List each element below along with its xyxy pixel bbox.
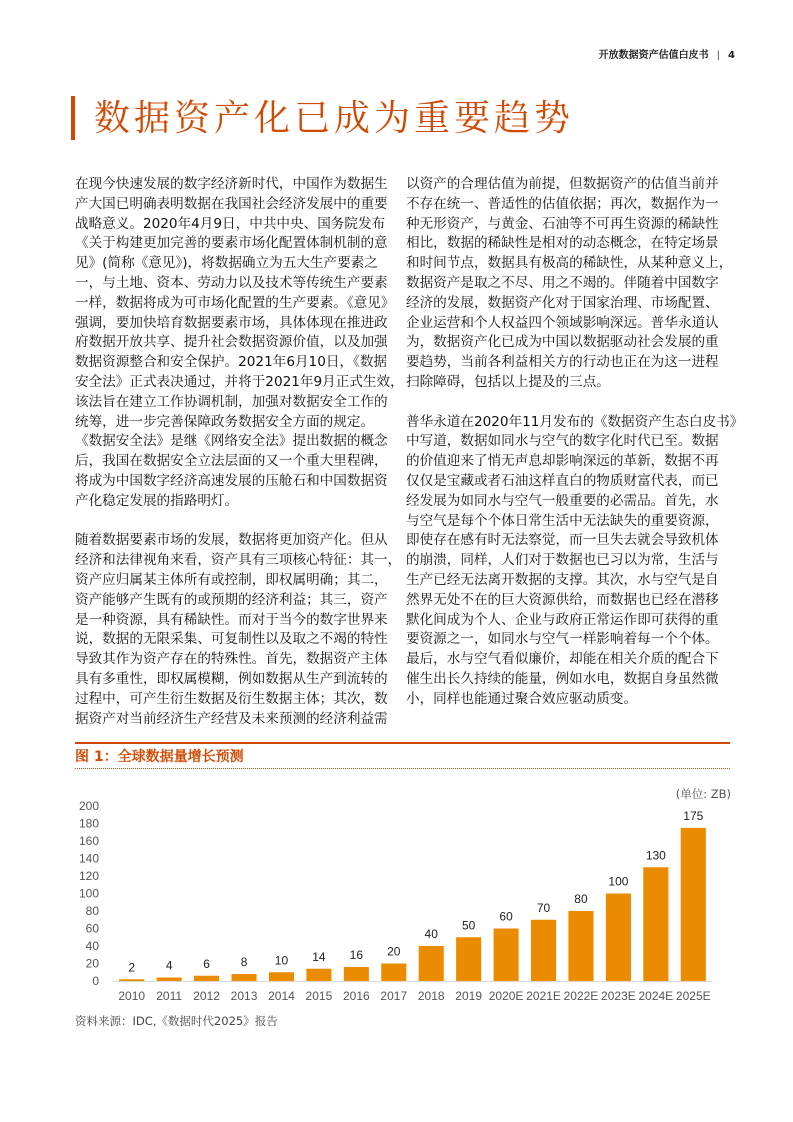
text-line: 不存在统一、普适性的估值依据；再次，数据作为一 (406, 195, 719, 212)
x-tick-label: 2010 (118, 989, 146, 1003)
chart-unit-label: (单位: ZB) (675, 787, 731, 801)
data-label: 80 (574, 892, 588, 906)
bar (606, 894, 631, 982)
text-line: 产大国已明确表明数据在我国社会经济发展中的重要 (75, 195, 388, 212)
text-line: 说，数据的无限采集、可复制性以及取之不竭的特性 (75, 631, 388, 648)
text-line: 小，同样也能通过聚合效应驱动质变。 (406, 690, 638, 707)
left-column (75, 175, 404, 749)
text-line: 一样，数据将成为可市场化配置的生产要素。《意见》 (75, 294, 395, 311)
text-line: 以资产的合理估值为前提，但数据资产的估值当前并 (406, 176, 719, 192)
data-label: 14 (312, 949, 326, 964)
text-line: 生产已经无法离开数据的支撑。其次，水与空气是自 (406, 571, 719, 588)
y-tick-label: 60 (85, 921, 99, 936)
text-line: 是一种资源，具有稀缺性。而对于当今的数字世界来 (75, 611, 388, 628)
paragraph (406, 175, 743, 393)
text-line: 中写道，数据如同水与空气的数字化时代已至。数据 (406, 433, 719, 450)
page-number: 4 (728, 50, 735, 61)
bar (456, 937, 481, 981)
data-label: 60 (499, 909, 513, 924)
bar (119, 979, 144, 981)
text-line: 种无形资产，与黄金、石油等不可再生资源的稀缺性 (406, 215, 719, 232)
x-tick-label: 2021E (526, 989, 561, 1003)
figure-top-rule (75, 742, 730, 744)
text-line: 与空气是每个个体日常生活中无法缺失的重要资源， (406, 512, 719, 529)
data-label: 100 (608, 874, 629, 889)
paragraph (75, 175, 404, 512)
bar (269, 972, 294, 981)
x-tick-label: 2025E (675, 989, 711, 1003)
text-line: 在现今快速发展的数字经济新时代，中国作为数据生 (75, 176, 388, 192)
text-line: 的价值迎来了悄无声息却影响深远的革新，数据不再 (406, 453, 719, 470)
text-line: 统筹，进一步完善保障政务数据安全方面的规定。 (75, 413, 375, 430)
bar (494, 929, 519, 982)
y-tick-label: 100 (78, 886, 99, 901)
text-line: 要趋势，当前各利益相关方的行动也正在为这一进程 (406, 354, 719, 371)
bar (568, 911, 593, 981)
text-line: 战略意义。2020年4月9日，中共中央、国务院发布 (75, 215, 386, 232)
bar (194, 976, 219, 981)
text-line: 具有多重性，即权属模糊，例如数据从生产到流转的 (75, 670, 388, 687)
x-tick-label: 2020E (488, 989, 524, 1003)
text-line: 数据资源整合和安全保护。2021年6月10日，《数据 (75, 354, 388, 371)
text-line: 导致其作为资产存在的特殊性。首先，数据资产主体 (75, 651, 388, 668)
data-label: 50 (461, 918, 476, 933)
y-tick-label: 0 (92, 974, 99, 988)
text-line: 的崩溃，同样，人们对于数据也已习以为常，生活与 (406, 552, 719, 569)
data-label: 16 (349, 948, 364, 962)
data-label: 2 (128, 960, 136, 975)
text-line: 该法旨在建立工作协调机制，加强对数据安全工作的 (75, 393, 388, 410)
text-line: 普华永道在2020年11月发布的《数据资产生态白皮书》 (406, 413, 744, 430)
text-line: 最后，水与空气看似廉价，却能在相关介质的配合下 (406, 651, 719, 668)
text-line: 仅仅是宝藏或者石油这样直白的物质财富代表，而已 (406, 472, 719, 489)
data-label: 20 (387, 944, 401, 959)
text-line: 资产应归属某主体所有或控制，即权属明确；其二， (75, 571, 388, 588)
text-line: 产化稳定发展的指路明灯。 (75, 492, 239, 509)
page-title: 数据资产化已成为重要趋势 (94, 98, 575, 139)
x-tick-label: 2016 (342, 989, 370, 1003)
bar (381, 964, 406, 982)
bar (231, 974, 256, 981)
y-tick-label: 200 (78, 799, 99, 813)
text-line: 催生出长久持续的能量，例如水电，数据自身虽然微 (406, 670, 719, 687)
running-header (599, 46, 735, 61)
data-label: 10 (274, 953, 289, 968)
x-tick-label: 2023E (601, 989, 636, 1003)
x-tick-label: 2013 (230, 989, 258, 1003)
x-tick-label: 2015 (305, 989, 333, 1003)
data-label: 8 (240, 955, 248, 969)
y-tick-label: 20 (85, 956, 99, 971)
text-line: 资产能够产生既有的或预期的经济利益；其三，资产 (75, 591, 388, 608)
bar (643, 867, 668, 981)
x-tick-label: 2011 (156, 989, 183, 1003)
x-tick-label: 2017 (380, 989, 408, 1003)
x-tick-label: 2014 (268, 989, 295, 1003)
text-line: 一，与土地、资本、劳动力以及技术等传统生产要素 (75, 274, 388, 291)
text-line: 经济和法律视角来看，资产具有三项核心特征：其一， (75, 552, 402, 569)
bar (419, 946, 444, 981)
data-label: 175 (683, 808, 704, 823)
text-line: 扫除障碍，包括以上提及的三点。 (406, 373, 610, 390)
paragraph (406, 413, 743, 710)
y-tick-label: 120 (78, 869, 99, 883)
text-line: 《关于构建更加完善的要素市场化配置体制机制的意 (75, 235, 388, 252)
bar (344, 967, 369, 981)
y-tick-label: 180 (78, 816, 99, 831)
title-accent-bar (71, 96, 75, 140)
header-separator: | (716, 50, 721, 61)
data-label: 70 (536, 900, 551, 915)
y-tick-label: 40 (85, 939, 99, 953)
y-tick-label: 160 (78, 834, 99, 848)
text-line: 据资产对当前经济生产经营及未来预测的经济利益需 (75, 710, 388, 727)
text-line: 数据资产是取之不尽、用之不竭的。伴随着中国数字 (406, 274, 719, 291)
text-line: 后，我国在数据安全立法层面的又一个重大里程碑， (75, 453, 388, 470)
x-tick-label: 2018 (417, 989, 445, 1003)
bar (306, 969, 331, 981)
data-label: 6 (203, 956, 210, 971)
paragraph (75, 531, 404, 729)
bar (157, 978, 182, 982)
text-line: 企业运营和个人权益四个领域影响深远。普华永道认 (406, 314, 719, 331)
bar (681, 828, 706, 981)
text-line: 强调，要加快培育数据要素市场，具体体现在推进政 (75, 314, 388, 331)
figure-title: 图 1：全球数据量增长预测 (75, 749, 244, 765)
right-column (406, 175, 743, 729)
text-line: 即使存在感有时无法察觉，而一旦失去就会导致机体 (406, 532, 719, 549)
data-label: 40 (424, 927, 438, 941)
y-tick-label: 80 (85, 904, 99, 918)
bar (531, 920, 556, 981)
text-line: 然界无处不在的巨大资源供给，而数据也已经在潜移 (406, 591, 719, 608)
text-line: 要资源之一，如同水与空气一样影响着每一个个体。 (406, 631, 719, 648)
x-tick-label: 2024E (638, 989, 674, 1003)
text-line: 随着数据要素市场的发展，数据将更加资产化。但从 (75, 532, 388, 549)
x-tick-label: 2019 (455, 989, 483, 1003)
text-line: 经发展为如同水与空气一般重要的必需品。首先，水 (406, 492, 719, 509)
text-line: 将成为中国数字经济高速发展的压舱石和中国数据资 (75, 472, 388, 489)
text-line: 见》(简称《意见》)，将数据确立为五大生产要素之 (75, 255, 378, 272)
text-line: 默化间成为个人、企业与政府正常运作即可获得的重 (406, 611, 719, 628)
x-tick-label: 2022E (563, 989, 599, 1003)
data-label: 130 (645, 848, 666, 863)
data-label: 4 (165, 958, 173, 973)
text-line: 安全法》正式表决通过，并将于2021年9月正式生效， (75, 373, 404, 390)
figure-dotted-divider (75, 768, 730, 769)
y-tick-label: 140 (78, 851, 99, 866)
text-line: 和时间节点，数据具有极高的稀缺性，从某种意义上， (406, 255, 733, 272)
text-line: 相比，数据的稀缺性是相对的动态概念，在特定场景 (406, 235, 719, 252)
text-line: 《数据安全法》是继《网络安全法》提出数据的概念 (75, 433, 388, 450)
x-tick-label: 2012 (193, 989, 220, 1003)
text-line: 经济的发展，数据资产化对于国家治理、市场配置、 (406, 294, 719, 311)
text-line: 府数据开放共享、提升社会数据资源价值，以及加强 (75, 334, 388, 351)
text-line: 过程中，可产生衍生数据及衍生数据主体；其次，数 (75, 690, 388, 707)
text-line: 为，数据资产化已成为中国以数据驱动社会发展的重 (406, 334, 719, 351)
doc-title: 开放数据资产估值白皮书 (598, 50, 709, 61)
figure-source: 资料来源：IDC,《数据时代2025》报告 (75, 1014, 278, 1028)
